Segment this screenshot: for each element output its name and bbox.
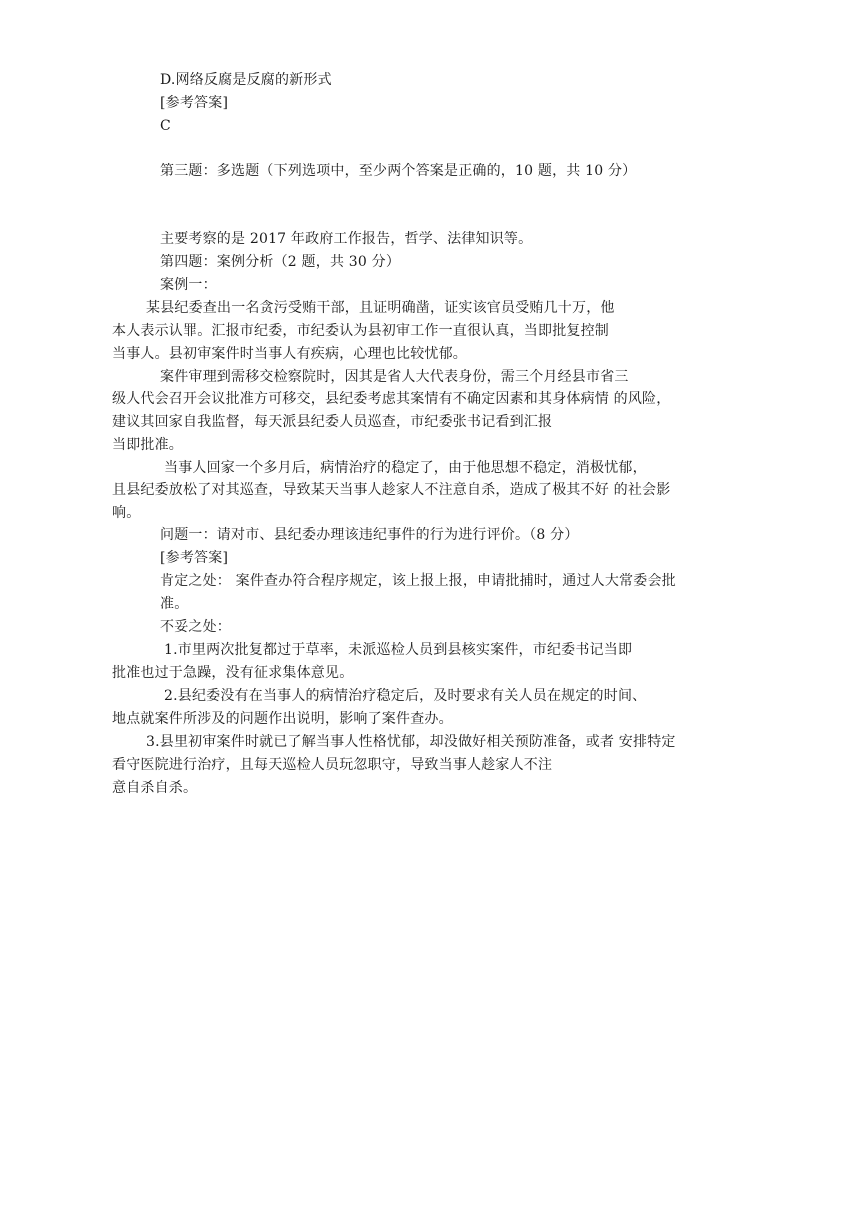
answer-label: [参考答案] [160,95,229,111]
case-text-line: 本人表示认罪。汇报市纪委，市纪委认为县初审工作一直很认真，当即批复控制 [112,323,609,339]
answer-text-line: 准。 [160,596,189,612]
answer-text-line: 2.县纪委没有在当事人的病情治疗稳定后，及时要求有关人员在规定的时间、 [164,688,647,704]
case-text-line: 响。 [112,505,141,521]
case-text-line: 建议其回家自我监督，每天派县纪委人员巡查，市纪委张书记看到汇报 [112,414,553,430]
answer-text-line: 肯定之处： 案件查办符合程序规定，该上报上报，申请批捕时，通过人大常委会批 [160,573,676,589]
question-one: 问题一：请对市、县纪委办理该违纪事件的行为进行评价。（8 分） [160,527,579,543]
answer-text-line: 意自杀自杀。 [112,780,198,796]
section-four-title: 第四题：案例分析（2 题，共 30 分） [160,254,401,270]
answer-text-line: 批准也过于急躁，没有征求集体意见。 [112,665,354,681]
case-text-line: 当事人回家一个多月后，病情治疗的稳定了，由于他思想不稳定，消极忧郁， [164,460,647,476]
answer-text-line: 地点就案件所涉及的问题作出说明，影响了案件查办。 [112,711,453,727]
case-text-line: 当即批准。 [112,437,183,453]
answer-value: C [160,118,171,134]
case-text-line: 当事人。县初审案件时当事人有疾病，心理也比较忧郁。 [112,346,467,362]
case-text-line: 级人代会召开会议批准方可移交，县纪委考虑其案情有不确定因素和其身体病情 的风险， [112,391,671,407]
answer-subheading: 不妥之处： [160,619,231,635]
answer-text-line: 3.县里初审案件时就已了解当事人性格忧郁，却没做好相关预防准备，或者 安排特定 [146,734,676,750]
case-text-line: 且县纪委放松了对其巡查，导致某天当事人趁家人不注意自杀，造成了极其不好 的社会影 [112,482,671,498]
section-three-note: 主要考察的是 2017 年政府工作报告，哲学、法律知识等。 [160,231,533,247]
case-one-title: 案例一： [160,277,217,293]
answer-text-line: 看守医院进行治疗，且每天巡检人员玩忽职守，导致当事人趁家人不注 [112,757,553,773]
answer-text-line: 1.市里两次批复都过于草率，未派巡检人员到县核实案件，市纪委书记当即 [164,642,633,658]
option-d: D.网络反腐是反腐的新形式 [160,72,332,88]
section-three-title: 第三题：多选题（下列选项中，至少两个答案是正确的，10 题，共 10 分） [160,163,637,179]
case-text-line: 案件审理到需移交检察院时，因其是省人大代表身份，需三个月经县市省三 [160,369,629,385]
answer-label: [参考答案] [160,550,229,566]
case-text-line: 某县纪委查出一名贪污受贿干部，且证明确凿，证实该官员受贿几十万，他 [146,300,615,316]
